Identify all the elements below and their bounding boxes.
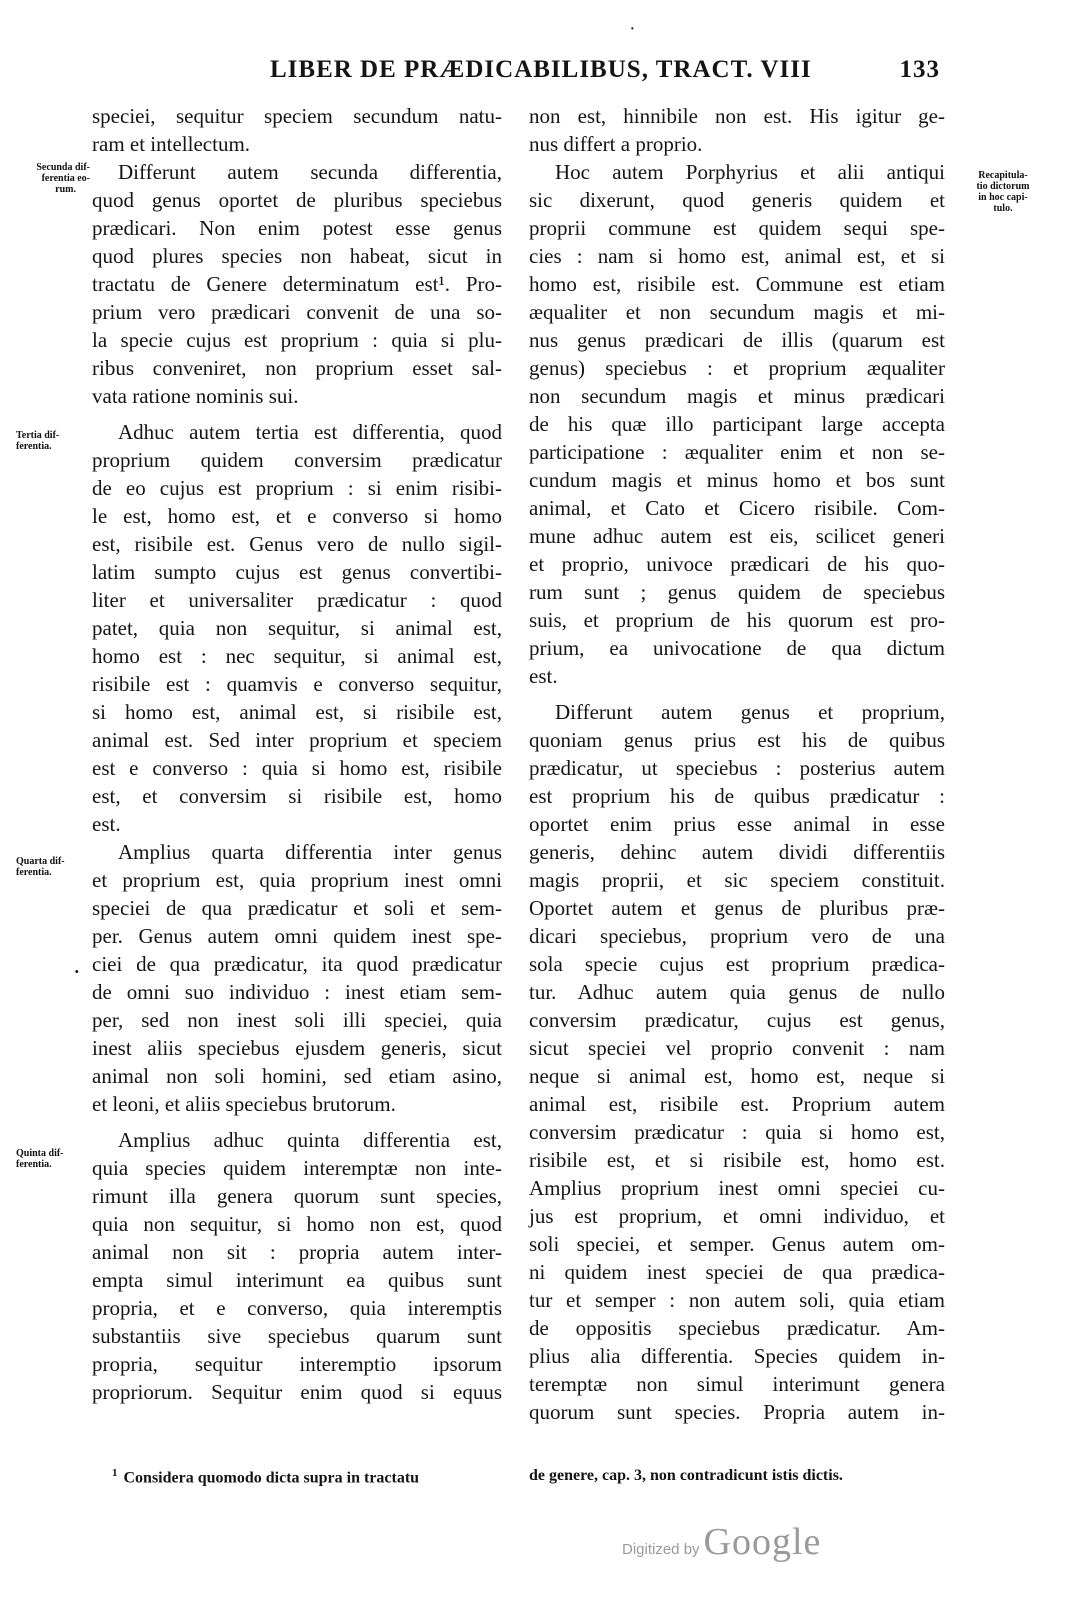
text-line: inest aliis speciebus ejusdem generis, sicut	[92, 1036, 502, 1060]
left-column	[92, 102, 502, 1406]
margin-note-line: Recapitula-	[978, 170, 1028, 181]
text-line: æqualiter et non secundum magis et mi-	[529, 300, 945, 324]
text-line: est, et conversim si risibile est, homo	[92, 784, 502, 808]
text-line: latim sumpto cujus est genus convertibi-	[92, 560, 502, 584]
google-watermark	[622, 1520, 821, 1564]
running-title: LIBER DE PRÆDICABILIBUS, TRACT. VIII	[270, 56, 812, 83]
text-line: jus est proprium, et omni individuo, et	[529, 1204, 945, 1228]
text-line: genus) speciebus : et proprium æqualiter	[529, 356, 945, 380]
text-line: de eo cujus est proprium : si enim risibi-	[92, 476, 502, 500]
text-line: prædicari. Non enim potest esse genus	[92, 216, 502, 240]
text-line: Amplius proprium inest omni speciei cu-	[529, 1176, 945, 1200]
running-header	[250, 22, 950, 90]
text-line: mune adhuc autem est eis, scilicet generi	[529, 524, 945, 548]
text-line: conversim prædicatur, cujus est genus,	[529, 1008, 945, 1032]
margin-note-line: tio dictorum	[976, 181, 1030, 192]
text-line: animal, et Cato et Cicero risibile. Com-	[529, 496, 945, 520]
text-line: ciei de qua prædicatur, ita quod prædicatur	[92, 952, 502, 976]
text-line: tur. Adhuc autem quia genus de nullo	[529, 980, 945, 1004]
margin-note-quinta	[16, 1148, 64, 1170]
text-line: tractatu de Genere determinatum est¹. Pro-	[92, 272, 502, 296]
margin-note-line: Secunda dif-	[36, 162, 90, 173]
text-line: non est, hinnibile non est. His igitur ge-	[529, 104, 945, 128]
text-line: vata ratione nominis sui.	[92, 384, 299, 408]
text-line: est.	[529, 664, 558, 688]
right-column	[529, 102, 945, 1426]
text-line: oportet enim prius esse animal in esse	[529, 812, 945, 836]
margin-note-tertia	[16, 430, 59, 452]
margin-note-line: Tertia dif-	[16, 430, 60, 441]
margin-note-line: tulo.	[993, 203, 1013, 214]
text-line: proprium quidem conversim prædicatur	[92, 448, 502, 472]
text-line: quod genus oportet de pluribus speciebus	[92, 188, 502, 212]
text-line: generis, dehinc autem dividi differentiis	[529, 840, 945, 864]
text-line: risibile est, et si risibile est, homo est.	[529, 1148, 945, 1172]
text-line: cies : nam si homo est, animal est, et si	[529, 244, 945, 268]
footnote-text-right: de genere, cap. 3, non contradicunt istis dictis.	[529, 1467, 843, 1484]
margin-note-line: ferentia eo-	[41, 173, 90, 184]
text-line: proprii commune est quidem sequi spe-	[529, 216, 945, 240]
text-line: teremptæ non simul interimunt genera	[529, 1372, 945, 1396]
text-line: nus genus prædicari de illis (quarum est	[529, 328, 945, 352]
text-line: et leoni, et aliis speciebus brutorum.	[92, 1092, 396, 1116]
text-line: propria, et e converso, quia interemptis	[92, 1296, 502, 1320]
text-line: participatione : æqualiter enim et non se-	[529, 440, 945, 464]
text-line: est, risibile est. Genus vero de nullo sigil-	[92, 532, 502, 556]
text-line: sicut speciei vel proprio convenit : nam	[529, 1036, 945, 1060]
text-line: speciei, sequitur speciem secundum natu-	[92, 104, 502, 128]
text-line: Hoc autem Porphyrius et alii antiqui	[555, 160, 945, 184]
text-line: animal non sit : propria autem inter-	[92, 1240, 502, 1264]
text-line: magis proprii, et sic speciem constituit.	[529, 868, 945, 892]
text-line: propriorum. Sequitur enim quod si equus	[92, 1380, 502, 1404]
text-line: risibile est : quamvis e converso sequitur,	[92, 672, 502, 696]
text-line: neque si animal est, homo est, neque si	[529, 1064, 945, 1088]
text-line: prædicatur, ut speciebus : posterius autem	[529, 756, 945, 780]
margin-note-line: ferentia.	[16, 441, 52, 452]
text-line: per, sed non inest soli illi speciei, quia	[92, 1008, 502, 1032]
footnote-marker: 1	[112, 1467, 118, 1479]
text-line: animal est. Sed inter proprium et speciem	[92, 728, 502, 752]
header-dot: ·	[630, 22, 636, 37]
text-line: Oportet autem et genus de pluribus præ-	[529, 896, 945, 920]
text-line: propria, sequitur interemptio ipsorum	[92, 1352, 502, 1376]
text-line: rum sunt ; genus quidem de speciebus	[529, 580, 945, 604]
text-line: est.	[92, 812, 121, 836]
text-line: ram et intellectum.	[92, 132, 251, 156]
margin-note-recapitulatio	[948, 170, 1058, 214]
page-number: 133	[899, 56, 940, 83]
text-line: de oppositis speciebus prædicatur. Am-	[529, 1316, 945, 1340]
text-line: per. Genus autem omni quidem inest spe-	[92, 924, 502, 948]
text-line: et proprium est, quia proprium inest omni	[92, 868, 502, 892]
text-line: Differunt autem secunda differentia,	[118, 160, 502, 184]
text-line: quoniam genus prius est his de quibus	[529, 728, 945, 752]
text-line: la specie cujus est proprium : quia si plu-	[92, 328, 502, 352]
margin-note-line: rum.	[55, 184, 76, 195]
text-line: dicari speciebus, proprium vero de una	[529, 924, 945, 948]
stray-mark: ·	[74, 962, 80, 981]
text-line: et proprio, univoce prædicari de his quo-	[529, 552, 945, 576]
text-line: cundum magis et minus homo et bos sunt	[529, 468, 945, 492]
text-line: Amplius quarta differentia inter genus	[118, 840, 502, 864]
text-line: sic dixerunt, quod generis quidem et	[529, 188, 945, 212]
margin-note-quarta	[16, 856, 65, 878]
footnote-right	[529, 1467, 843, 1485]
text-line: homo est : nec sequitur, si animal est,	[92, 644, 502, 668]
text-line: empta simul interimunt ea quibus sunt	[92, 1268, 502, 1292]
text-line: patet, quia non sequitur, si animal est,	[92, 616, 502, 640]
text-line: si homo est, animal est, si risibile est,	[92, 700, 502, 724]
watermark-prefix: Digitized by	[622, 1541, 700, 1558]
text-line: de his quæ illo participant large accepta	[529, 412, 945, 436]
text-line: homo est, risibile est. Commune est etiam	[529, 272, 945, 296]
text-line: Differunt autem genus et proprium,	[555, 700, 945, 724]
margin-note-line: ferentia.	[16, 1159, 52, 1170]
text-line: substantiis sive speciebus quarum sunt	[92, 1324, 502, 1348]
margin-note-secunda	[10, 162, 90, 195]
text-line: quia non sequitur, si homo non est, quod	[92, 1212, 502, 1236]
margin-note-line: in hoc capi-	[978, 192, 1028, 203]
text-line: Adhuc autem tertia est differentia, quod	[118, 420, 502, 444]
text-line: speciei de qua prædicatur et soli et sem-	[92, 896, 502, 920]
text-line: est e converso : quia si homo est, risibile	[92, 756, 502, 780]
text-line: suis, et proprium de his quorum est pro-	[529, 608, 945, 632]
text-line: animal est, risibile est. Proprium autem	[529, 1092, 945, 1116]
google-logo: Google	[703, 1521, 822, 1563]
text-line: quorum sunt species. Propria autem in-	[529, 1400, 945, 1424]
margin-note-line: Quinta dif-	[16, 1148, 64, 1159]
text-line: non secundum magis et minus prædicari	[529, 384, 945, 408]
text-line: quia species quidem interemptæ non inte-	[92, 1156, 502, 1180]
footnote-left	[112, 1467, 419, 1487]
text-line: est proprium his de quibus prædicatur :	[529, 784, 945, 808]
paragraph-gap	[92, 1118, 502, 1126]
margin-note-line: Quarta dif-	[16, 856, 65, 867]
text-line: rimunt illa genera quorum sunt species,	[92, 1184, 502, 1208]
text-line: ribus conveniret, non proprium esset sal-	[92, 356, 502, 380]
paragraph-gap	[529, 690, 945, 698]
text-line: sola specie cujus est proprium prædica-	[529, 952, 945, 976]
text-line: ni quidem inest speciei de qua prædica-	[529, 1260, 945, 1284]
paragraph-gap	[92, 410, 502, 418]
text-line: prium, ea univocatione de qua dictum	[529, 636, 945, 660]
text-line: conversim prædicatur : quia si homo est,	[529, 1120, 945, 1144]
margin-note-line: ferentia.	[16, 867, 52, 878]
text-line: liter et universaliter prædicatur : quod	[92, 588, 502, 612]
text-line: nus differt a proprio.	[529, 132, 703, 156]
text-line: tur et semper : non autem soli, quia etiam	[529, 1288, 945, 1312]
text-line: soli speciei, et semper. Genus autem om-	[529, 1232, 945, 1256]
text-line: le est, homo est, et e converso si homo	[92, 504, 502, 528]
text-line: de omni suo individuo : inest etiam sem-	[92, 980, 502, 1004]
text-line: prium vero prædicari convenit de una so-	[92, 300, 502, 324]
footnote-text-left: Considera quomodo dicta supra in tractatu	[123, 1469, 420, 1487]
text-line: quod plures species non habeat, sicut in	[92, 244, 502, 268]
text-line: Amplius adhuc quinta differentia est,	[118, 1128, 502, 1152]
text-line: animal non soli homini, sed etiam asino,	[92, 1064, 502, 1088]
text-line: plius alia differentia. Species quidem in-	[529, 1344, 945, 1368]
